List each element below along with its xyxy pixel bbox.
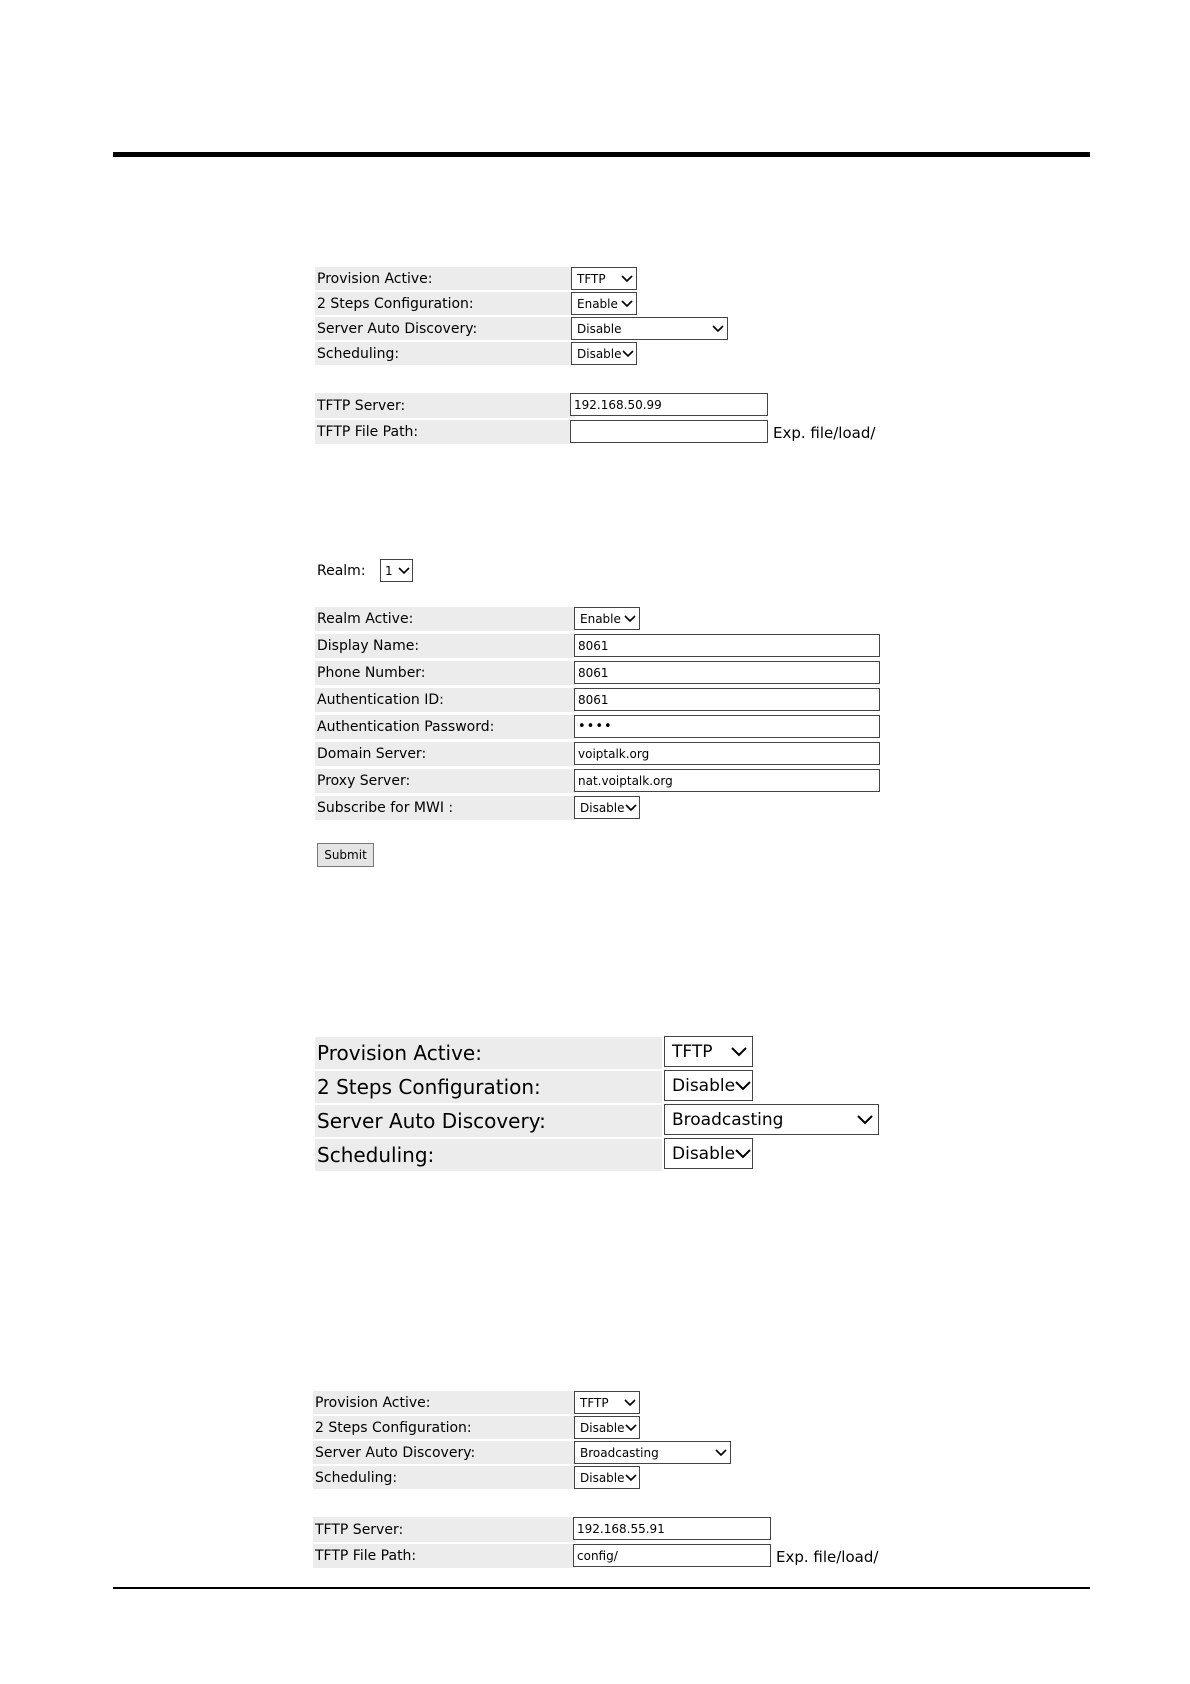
tftp-server-label: TFTP Server: — [313, 1517, 575, 1542]
provision-active-select[interactable] — [571, 267, 637, 290]
submit-button[interactable]: Submit — [317, 843, 374, 867]
realm-active-select[interactable] — [574, 607, 640, 630]
server-auto-discovery-select[interactable] — [574, 1441, 731, 1464]
tftp-server-row — [315, 393, 575, 418]
two-steps-select[interactable] — [574, 1416, 640, 1439]
select-value: Disable — [672, 1143, 736, 1164]
scheduling-select[interactable] — [571, 342, 637, 365]
two-steps-select[interactable] — [571, 292, 637, 315]
chevron-down-icon — [735, 1081, 751, 1091]
scheduling-label: Scheduling: — [313, 1466, 575, 1489]
provision-active-row — [315, 267, 575, 290]
select-value: Disable — [580, 800, 625, 815]
domain-server-input[interactable]: voiptalk.org — [574, 742, 880, 765]
two-steps-row — [313, 1416, 575, 1439]
footer-rule — [113, 1587, 1090, 1589]
server-auto-discovery-label: Server Auto Discovery: — [315, 317, 575, 340]
tftp-server-input[interactable]: 192.168.55.91 — [573, 1517, 771, 1540]
two-steps-label: 2 Steps Configuration: — [313, 1416, 575, 1439]
proxy-server-input[interactable]: nat.voiptalk.org — [574, 769, 880, 792]
domain-server-label: Domain Server: — [315, 742, 575, 766]
chevron-down-icon — [624, 615, 636, 623]
chevron-down-icon — [622, 350, 634, 358]
realm-select[interactable] — [380, 559, 413, 582]
tftp-server-input[interactable]: 192.168.50.99 — [570, 393, 768, 416]
select-value: Disable — [580, 1420, 625, 1435]
tftp-file-path-label: TFTP File Path: — [313, 1544, 575, 1568]
chevron-down-icon — [625, 1424, 637, 1432]
domain-server-row — [315, 742, 575, 766]
provision-active-select[interactable] — [574, 1391, 640, 1414]
auth-password-label: Authentication Password: — [315, 715, 575, 739]
auth-id-input[interactable]: 8061 — [574, 688, 880, 711]
header-rule — [113, 152, 1090, 157]
select-value: Broadcasting — [672, 1109, 784, 1130]
chevron-down-icon — [624, 1399, 636, 1407]
server-auto-discovery-select[interactable] — [571, 317, 728, 340]
provision-active-label: Provision Active: — [315, 267, 575, 290]
phone-number-row — [315, 661, 575, 685]
display-name-row — [315, 634, 575, 658]
provision-active-select[interactable] — [664, 1036, 753, 1067]
select-value: Enable — [580, 611, 621, 626]
two-steps-label: 2 Steps Configuration: — [315, 1071, 662, 1103]
auth-id-label: Authentication ID: — [315, 688, 575, 712]
subscribe-mwi-row — [315, 796, 575, 820]
server-auto-discovery-row — [315, 317, 575, 340]
phone-number-label: Phone Number: — [315, 661, 575, 685]
provision-active-row — [313, 1391, 575, 1414]
realm-label: Realm: — [317, 563, 366, 579]
select-value: Disable — [672, 1075, 736, 1096]
provision-active-row — [315, 1037, 662, 1069]
provision-active-label: Provision Active: — [315, 1037, 662, 1069]
server-auto-discovery-label: Server Auto Discovery: — [313, 1441, 575, 1464]
server-auto-discovery-row — [313, 1441, 575, 1464]
scheduling-label: Scheduling: — [315, 1139, 662, 1171]
server-auto-discovery-row — [315, 1105, 662, 1137]
auth-id-row — [315, 688, 575, 712]
chevron-down-icon — [735, 1149, 751, 1159]
display-name-label: Display Name: — [315, 634, 575, 658]
select-value: Disable — [577, 346, 622, 361]
two-steps-row — [315, 1071, 662, 1103]
select-value: TFTP — [672, 1041, 713, 1062]
chevron-down-icon — [621, 300, 633, 308]
proxy-server-label: Proxy Server: — [315, 769, 575, 793]
chevron-down-icon — [621, 275, 633, 283]
scheduling-row — [315, 342, 575, 365]
tftp-server-label: TFTP Server: — [315, 393, 575, 418]
select-value: Broadcasting — [580, 1445, 659, 1460]
select-value: 1 — [385, 563, 393, 578]
select-value: TFTP — [577, 271, 606, 286]
realm-active-label: Realm Active: — [315, 607, 575, 631]
subscribe-mwi-select[interactable] — [574, 796, 640, 819]
chevron-down-icon — [731, 1047, 747, 1057]
chevron-down-icon — [857, 1115, 873, 1125]
display-name-input[interactable]: 8061 — [574, 634, 880, 657]
tftp-file-path-hint: Exp. file/load/ — [773, 424, 876, 442]
provision-active-label: Provision Active: — [313, 1391, 575, 1414]
two-steps-label: 2 Steps Configuration: — [315, 292, 575, 315]
select-value: Disable — [577, 321, 622, 336]
scheduling-row — [313, 1466, 575, 1489]
two-steps-row — [315, 292, 575, 315]
server-auto-discovery-label: Server Auto Discovery: — [315, 1105, 662, 1137]
scheduling-row — [315, 1139, 662, 1171]
chevron-down-icon — [712, 325, 724, 333]
proxy-server-row — [315, 769, 575, 793]
tftp-file-path-input[interactable]: config/ — [573, 1544, 771, 1567]
two-steps-select[interactable] — [664, 1070, 753, 1101]
tftp-file-path-input[interactable] — [570, 420, 768, 443]
chevron-down-icon — [398, 567, 410, 575]
select-value: Enable — [577, 296, 618, 311]
chevron-down-icon — [625, 804, 637, 812]
realm-active-row — [315, 607, 575, 631]
scheduling-label: Scheduling: — [315, 342, 575, 365]
server-auto-discovery-select[interactable] — [664, 1104, 879, 1135]
tftp-file-path-row — [315, 420, 575, 444]
subscribe-mwi-label: Subscribe for MWI : — [315, 796, 575, 820]
phone-number-input[interactable]: 8061 — [574, 661, 880, 684]
chevron-down-icon — [625, 1474, 637, 1482]
tftp-file-path-row — [313, 1544, 575, 1568]
scheduling-select[interactable] — [574, 1466, 640, 1489]
tftp-file-path-hint: Exp. file/load/ — [776, 1548, 879, 1566]
scheduling-select[interactable] — [664, 1138, 753, 1169]
select-value: Disable — [580, 1470, 625, 1485]
tftp-server-row — [313, 1517, 575, 1542]
auth-password-input[interactable]: •••• — [574, 715, 880, 738]
select-value: TFTP — [580, 1395, 609, 1410]
auth-password-row — [315, 715, 575, 739]
tftp-file-path-label: TFTP File Path: — [315, 420, 575, 444]
chevron-down-icon — [715, 1449, 727, 1457]
